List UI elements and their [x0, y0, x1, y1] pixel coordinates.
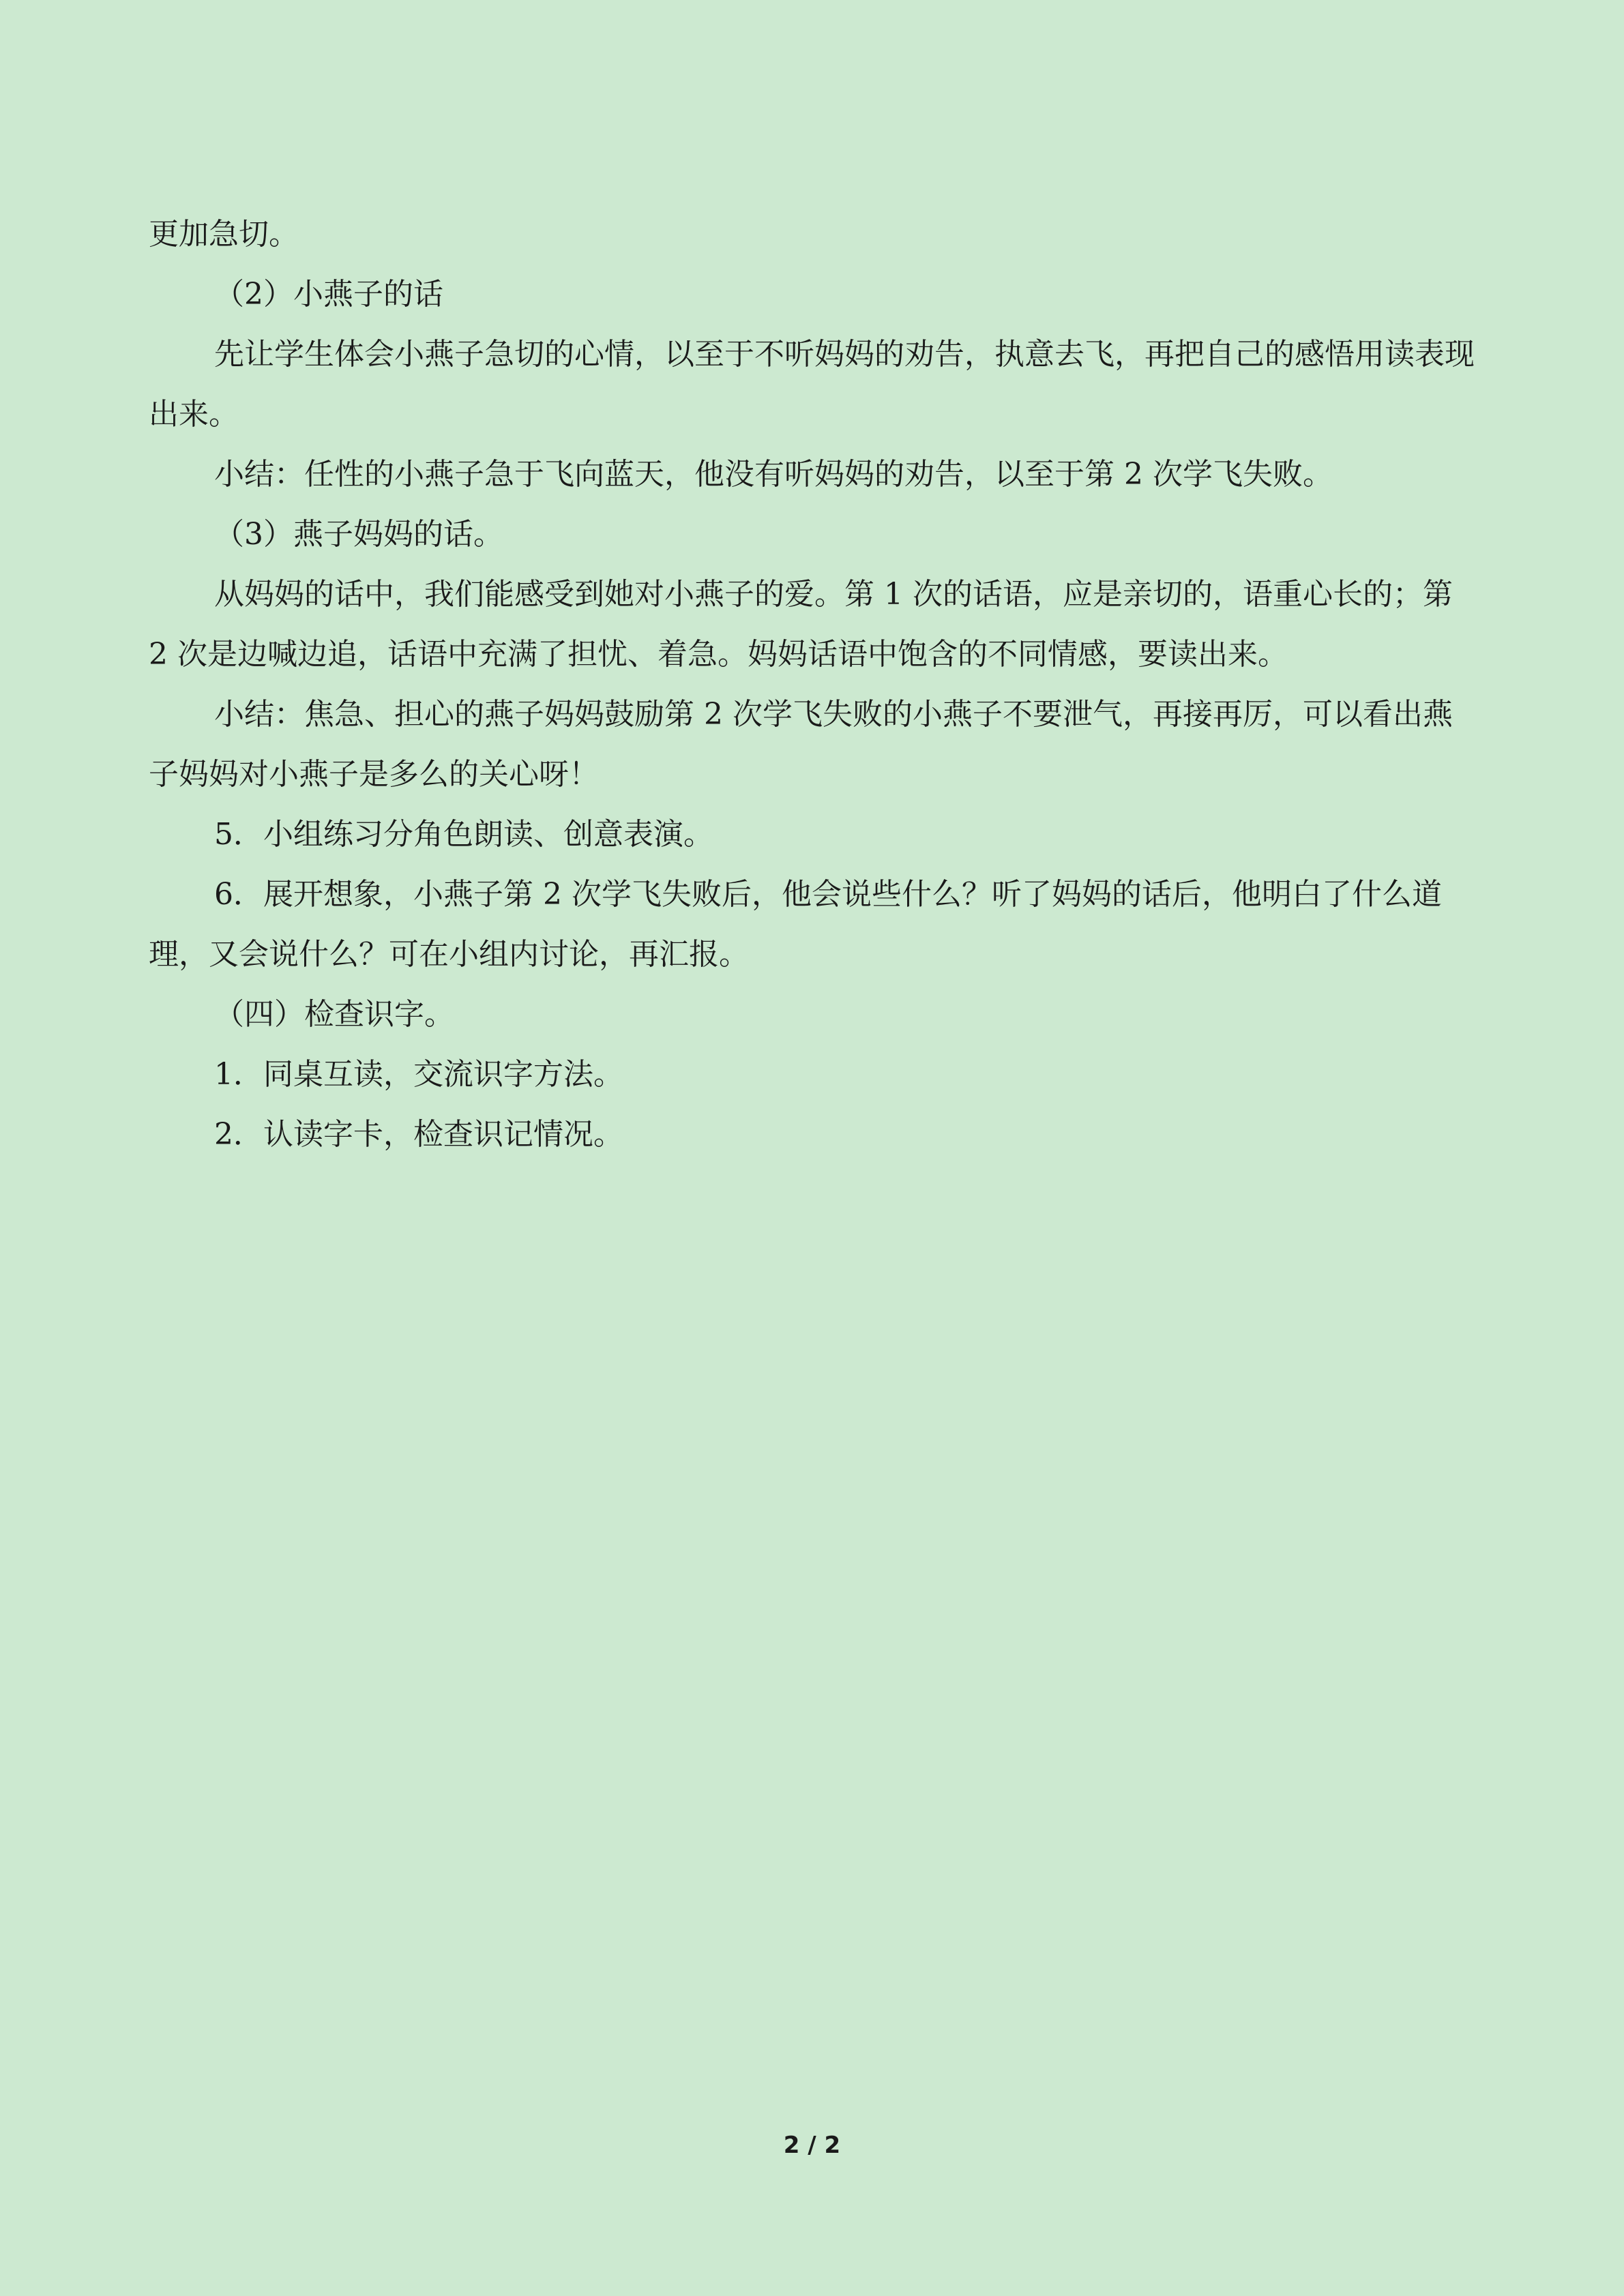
paragraph: 5．小组练习分角色朗读、创意表演。 — [214, 817, 713, 852]
paragraph: （3）燕子妈妈的话。 — [214, 517, 503, 552]
document-body — [149, 205, 1475, 1165]
paragraph: 1．同桌互读，交流识字方法。 — [214, 1057, 623, 1092]
page-number: 2 / 2 — [783, 2132, 841, 2159]
paragraph: 小结：焦急、担心的燕子妈妈鼓励第 2 次学飞失败的小燕子不要泄气，再接再厉，可以看出燕子妈妈对小燕子是多么的关心呀！ — [149, 697, 1453, 792]
paragraph: 6．展开想象，小燕子第 2 次学飞失败后，他会说些什么？听了妈妈的话后，他明白了什么道理，又会说什么？可在小组内讨论，再汇报。 — [149, 877, 1442, 972]
paragraph: （四）检查识字。 — [214, 997, 454, 1032]
paragraph: 先让学生体会小燕子急切的心情，以至于不听妈妈的劝告，执意去飞，再把自己的感悟用读表现出来。 — [149, 337, 1475, 432]
paragraph: （2）小燕子的话 — [214, 277, 443, 312]
paragraph: 2．认读字卡，检查识记情况。 — [214, 1117, 623, 1152]
paragraph: 小结：任性的小燕子急于飞向蓝天，他没有听妈妈的劝告，以至于第 2 次学飞失败。 — [214, 457, 1333, 492]
paragraph: 更加急切。 — [149, 217, 299, 252]
paragraph: 从妈妈的话中，我们能感受到她对小燕子的爱。第 1 次的话语，应是亲切的，语重心长的；第 2 次是边喊边追，话语中充满了担忧、着急。妈妈话语中饱含的不同情感，要读出来。 — [149, 577, 1453, 672]
